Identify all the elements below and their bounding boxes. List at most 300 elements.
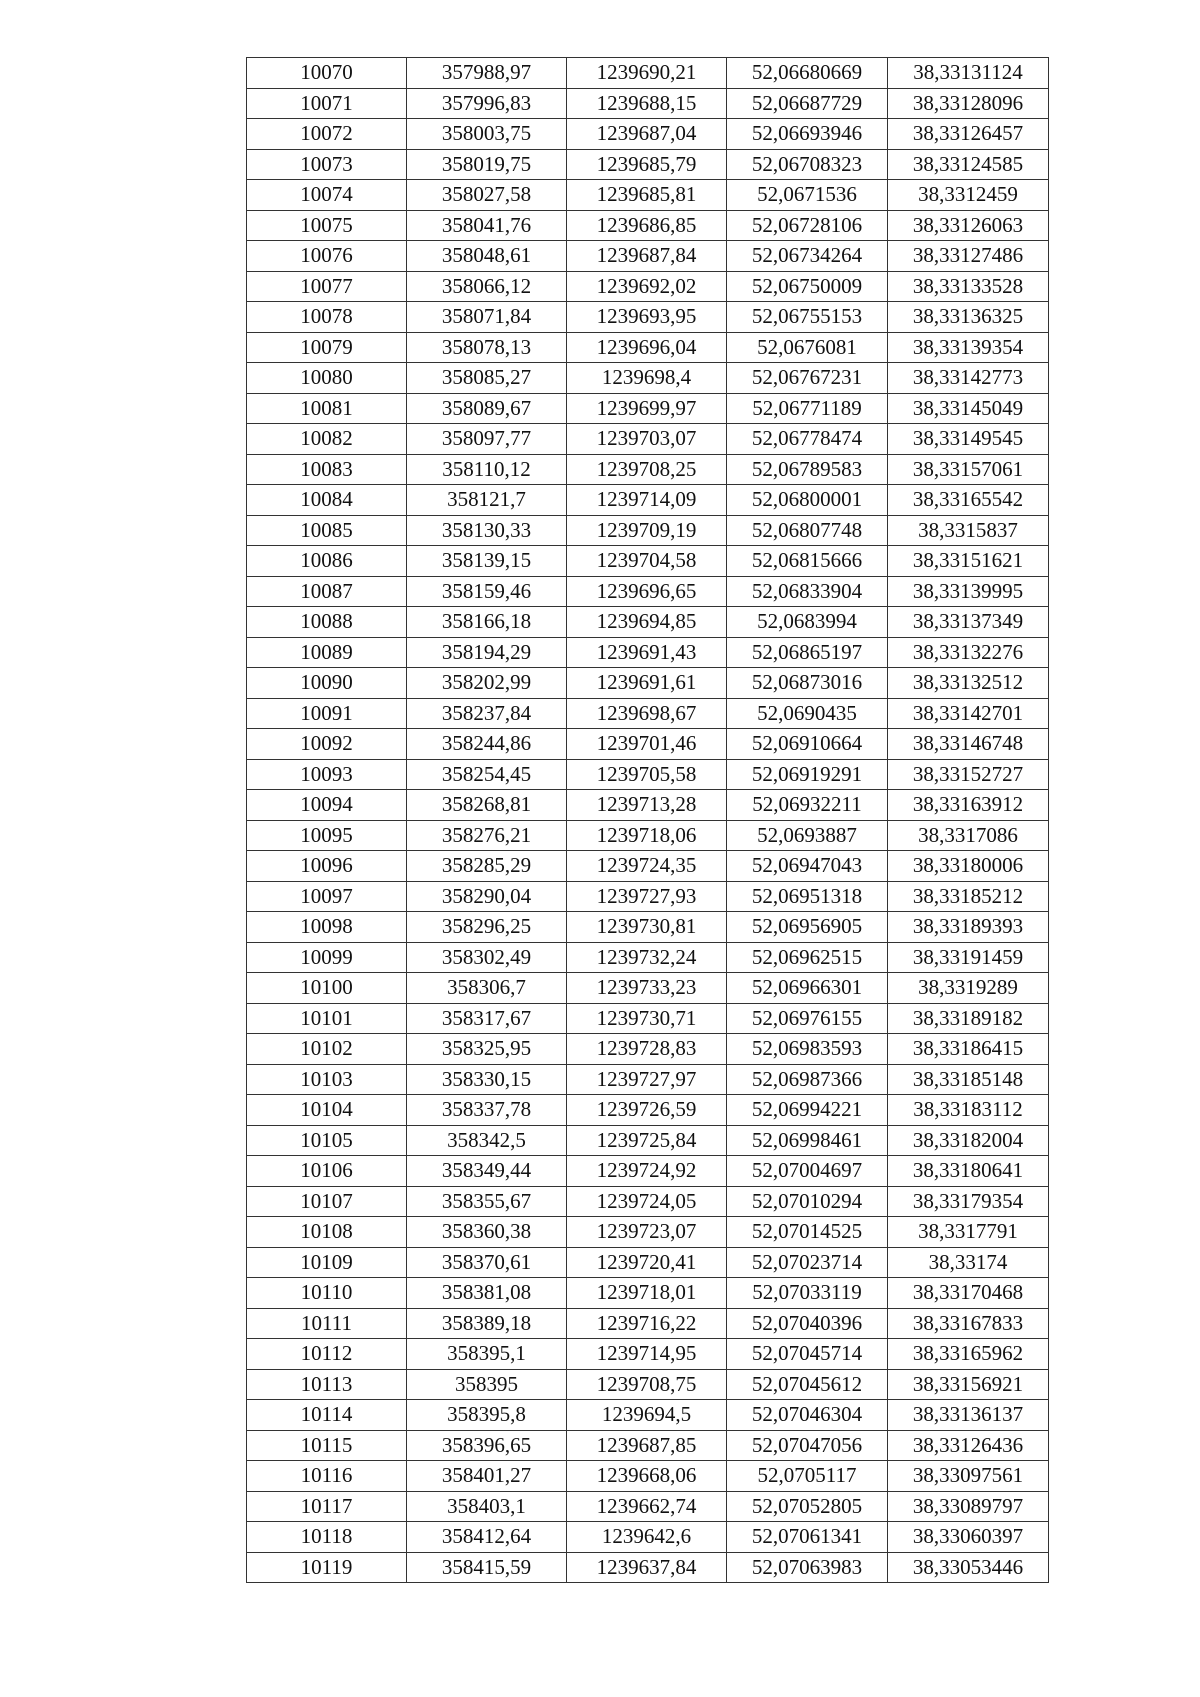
y-coordinate-cell: 1239691,61 (567, 668, 727, 699)
point-id-cell: 10114 (247, 1400, 407, 1431)
x-coordinate-cell: 358139,15 (407, 546, 567, 577)
x-coordinate-cell: 358194,29 (407, 637, 567, 668)
table-row (247, 241, 1049, 272)
x-coordinate-cell: 358041,76 (407, 210, 567, 241)
table-row (247, 973, 1049, 1004)
y-coordinate-cell: 1239718,06 (567, 820, 727, 851)
latitude-cell: 52,06983593 (727, 1034, 888, 1065)
longitude-cell: 38,33189182 (888, 1003, 1049, 1034)
table-row (247, 1461, 1049, 1492)
longitude-cell: 38,33128096 (888, 88, 1049, 119)
latitude-cell: 52,06778474 (727, 424, 888, 455)
latitude-cell: 52,06728106 (727, 210, 888, 241)
point-id-cell: 10115 (247, 1430, 407, 1461)
x-coordinate-cell: 358027,58 (407, 180, 567, 211)
point-id-cell: 10088 (247, 607, 407, 638)
latitude-cell: 52,06734264 (727, 241, 888, 272)
table-row (247, 1491, 1049, 1522)
latitude-cell: 52,0676081 (727, 332, 888, 363)
x-coordinate-cell: 358244,86 (407, 729, 567, 760)
x-coordinate-cell: 358290,04 (407, 881, 567, 912)
table-row (247, 820, 1049, 851)
latitude-cell: 52,06956905 (727, 912, 888, 943)
longitude-cell: 38,33163912 (888, 790, 1049, 821)
table-row (247, 790, 1049, 821)
point-id-cell: 10104 (247, 1095, 407, 1126)
table-row (247, 1339, 1049, 1370)
longitude-cell: 38,33185148 (888, 1064, 1049, 1095)
point-id-cell: 10098 (247, 912, 407, 943)
x-coordinate-cell: 358317,67 (407, 1003, 567, 1034)
point-id-cell: 10095 (247, 820, 407, 851)
point-id-cell: 10107 (247, 1186, 407, 1217)
y-coordinate-cell: 1239716,22 (567, 1308, 727, 1339)
y-coordinate-cell: 1239724,35 (567, 851, 727, 882)
table-row (247, 1400, 1049, 1431)
x-coordinate-cell: 358389,18 (407, 1308, 567, 1339)
latitude-cell: 52,06865197 (727, 637, 888, 668)
x-coordinate-cell: 358254,45 (407, 759, 567, 790)
latitude-cell: 52,06680669 (727, 58, 888, 89)
y-coordinate-cell: 1239728,83 (567, 1034, 727, 1065)
latitude-cell: 52,07045612 (727, 1369, 888, 1400)
y-coordinate-cell: 1239690,21 (567, 58, 727, 89)
x-coordinate-cell: 358355,67 (407, 1186, 567, 1217)
point-id-cell: 10102 (247, 1034, 407, 1065)
table-row (247, 424, 1049, 455)
latitude-cell: 52,06951318 (727, 881, 888, 912)
x-coordinate-cell: 358237,84 (407, 698, 567, 729)
longitude-cell: 38,33131124 (888, 58, 1049, 89)
point-id-cell: 10116 (247, 1461, 407, 1492)
point-id-cell: 10072 (247, 119, 407, 150)
point-id-cell: 10105 (247, 1125, 407, 1156)
x-coordinate-cell: 357988,97 (407, 58, 567, 89)
longitude-cell: 38,33142701 (888, 698, 1049, 729)
point-id-cell: 10117 (247, 1491, 407, 1522)
latitude-cell: 52,06987366 (727, 1064, 888, 1095)
x-coordinate-cell: 358285,29 (407, 851, 567, 882)
longitude-cell: 38,33127486 (888, 241, 1049, 272)
latitude-cell: 52,0671536 (727, 180, 888, 211)
latitude-cell: 52,06693946 (727, 119, 888, 150)
y-coordinate-cell: 1239668,06 (567, 1461, 727, 1492)
y-coordinate-cell: 1239708,25 (567, 454, 727, 485)
x-coordinate-cell: 358337,78 (407, 1095, 567, 1126)
point-id-cell: 10073 (247, 149, 407, 180)
point-id-cell: 10092 (247, 729, 407, 760)
latitude-cell: 52,07023714 (727, 1247, 888, 1278)
table-row (247, 1125, 1049, 1156)
latitude-cell: 52,07045714 (727, 1339, 888, 1370)
table-row (247, 1552, 1049, 1583)
table-row (247, 668, 1049, 699)
longitude-cell: 38,3315837 (888, 515, 1049, 546)
point-id-cell: 10108 (247, 1217, 407, 1248)
x-coordinate-cell: 358395,1 (407, 1339, 567, 1370)
longitude-cell: 38,33189393 (888, 912, 1049, 943)
point-id-cell: 10082 (247, 424, 407, 455)
latitude-cell: 52,06947043 (727, 851, 888, 882)
point-id-cell: 10112 (247, 1339, 407, 1370)
latitude-cell: 52,07004697 (727, 1156, 888, 1187)
longitude-cell: 38,3312459 (888, 180, 1049, 211)
latitude-cell: 52,06998461 (727, 1125, 888, 1156)
y-coordinate-cell: 1239693,95 (567, 302, 727, 333)
latitude-cell: 52,06994221 (727, 1095, 888, 1126)
latitude-cell: 52,06919291 (727, 759, 888, 790)
latitude-cell: 52,0705117 (727, 1461, 888, 1492)
latitude-cell: 52,06966301 (727, 973, 888, 1004)
x-coordinate-cell: 358003,75 (407, 119, 567, 150)
point-id-cell: 10080 (247, 363, 407, 394)
latitude-cell: 52,06771189 (727, 393, 888, 424)
y-coordinate-cell: 1239698,67 (567, 698, 727, 729)
longitude-cell: 38,3319289 (888, 973, 1049, 1004)
latitude-cell: 52,07047056 (727, 1430, 888, 1461)
latitude-cell: 52,06873016 (727, 668, 888, 699)
longitude-cell: 38,33089797 (888, 1491, 1049, 1522)
x-coordinate-cell: 358110,12 (407, 454, 567, 485)
point-id-cell: 10085 (247, 515, 407, 546)
table-row (247, 698, 1049, 729)
longitude-cell: 38,33126457 (888, 119, 1049, 150)
y-coordinate-cell: 1239685,81 (567, 180, 727, 211)
longitude-cell: 38,33167833 (888, 1308, 1049, 1339)
point-id-cell: 10101 (247, 1003, 407, 1034)
table-row (247, 454, 1049, 485)
y-coordinate-cell: 1239685,79 (567, 149, 727, 180)
x-coordinate-cell: 358159,46 (407, 576, 567, 607)
table-row (247, 759, 1049, 790)
latitude-cell: 52,07061341 (727, 1522, 888, 1553)
table-row (247, 1034, 1049, 1065)
longitude-cell: 38,33152727 (888, 759, 1049, 790)
x-coordinate-cell: 358097,77 (407, 424, 567, 455)
x-coordinate-cell: 358066,12 (407, 271, 567, 302)
longitude-cell: 38,33136325 (888, 302, 1049, 333)
table-row (247, 302, 1049, 333)
table-row (247, 637, 1049, 668)
y-coordinate-cell: 1239699,97 (567, 393, 727, 424)
latitude-cell: 52,06807748 (727, 515, 888, 546)
longitude-cell: 38,33186415 (888, 1034, 1049, 1065)
longitude-cell: 38,33053446 (888, 1552, 1049, 1583)
x-coordinate-cell: 358130,33 (407, 515, 567, 546)
y-coordinate-cell: 1239691,43 (567, 637, 727, 668)
point-id-cell: 10111 (247, 1308, 407, 1339)
point-id-cell: 10075 (247, 210, 407, 241)
y-coordinate-cell: 1239687,04 (567, 119, 727, 150)
table-row (247, 1003, 1049, 1034)
longitude-cell: 38,33137349 (888, 607, 1049, 638)
x-coordinate-cell: 358360,38 (407, 1217, 567, 1248)
latitude-cell: 52,06789583 (727, 454, 888, 485)
table-row (247, 942, 1049, 973)
longitude-cell: 38,33174 (888, 1247, 1049, 1278)
x-coordinate-cell: 358276,21 (407, 820, 567, 851)
point-id-cell: 10119 (247, 1552, 407, 1583)
latitude-cell: 52,06750009 (727, 271, 888, 302)
longitude-cell: 38,33136137 (888, 1400, 1049, 1431)
longitude-cell: 38,33146748 (888, 729, 1049, 760)
longitude-cell: 38,33133528 (888, 271, 1049, 302)
x-coordinate-cell: 358078,13 (407, 332, 567, 363)
table-row (247, 271, 1049, 302)
y-coordinate-cell: 1239698,4 (567, 363, 727, 394)
coordinates-table-body (247, 58, 1049, 1583)
y-coordinate-cell: 1239642,6 (567, 1522, 727, 1553)
point-id-cell: 10091 (247, 698, 407, 729)
longitude-cell: 38,33097561 (888, 1461, 1049, 1492)
y-coordinate-cell: 1239714,09 (567, 485, 727, 516)
table-row (247, 1369, 1049, 1400)
point-id-cell: 10076 (247, 241, 407, 272)
table-row (247, 393, 1049, 424)
x-coordinate-cell: 358019,75 (407, 149, 567, 180)
x-coordinate-cell: 358330,15 (407, 1064, 567, 1095)
longitude-cell: 38,33124585 (888, 149, 1049, 180)
latitude-cell: 52,07052805 (727, 1491, 888, 1522)
x-coordinate-cell: 358302,49 (407, 942, 567, 973)
longitude-cell: 38,33139995 (888, 576, 1049, 607)
y-coordinate-cell: 1239718,01 (567, 1278, 727, 1309)
point-id-cell: 10077 (247, 271, 407, 302)
point-id-cell: 10097 (247, 881, 407, 912)
y-coordinate-cell: 1239726,59 (567, 1095, 727, 1126)
x-coordinate-cell: 358401,27 (407, 1461, 567, 1492)
latitude-cell: 52,06800001 (727, 485, 888, 516)
table-row (247, 58, 1049, 89)
x-coordinate-cell: 358306,7 (407, 973, 567, 1004)
y-coordinate-cell: 1239703,07 (567, 424, 727, 455)
latitude-cell: 52,07063983 (727, 1552, 888, 1583)
longitude-cell: 38,33156921 (888, 1369, 1049, 1400)
x-coordinate-cell: 358403,1 (407, 1491, 567, 1522)
y-coordinate-cell: 1239694,5 (567, 1400, 727, 1431)
x-coordinate-cell: 358395,8 (407, 1400, 567, 1431)
point-id-cell: 10103 (247, 1064, 407, 1095)
point-id-cell: 10074 (247, 180, 407, 211)
table-row (247, 149, 1049, 180)
x-coordinate-cell: 358296,25 (407, 912, 567, 943)
table-row (247, 1095, 1049, 1126)
point-id-cell: 10110 (247, 1278, 407, 1309)
y-coordinate-cell: 1239696,04 (567, 332, 727, 363)
latitude-cell: 52,06708323 (727, 149, 888, 180)
table-row (247, 912, 1049, 943)
latitude-cell: 52,07046304 (727, 1400, 888, 1431)
x-coordinate-cell: 358202,99 (407, 668, 567, 699)
latitude-cell: 52,0683994 (727, 607, 888, 638)
x-coordinate-cell: 358166,18 (407, 607, 567, 638)
y-coordinate-cell: 1239730,81 (567, 912, 727, 943)
x-coordinate-cell: 358048,61 (407, 241, 567, 272)
y-coordinate-cell: 1239687,84 (567, 241, 727, 272)
latitude-cell: 52,07014525 (727, 1217, 888, 1248)
longitude-cell: 38,33142773 (888, 363, 1049, 394)
longitude-cell: 38,33185212 (888, 881, 1049, 912)
table-row (247, 607, 1049, 638)
longitude-cell: 38,33126436 (888, 1430, 1049, 1461)
y-coordinate-cell: 1239709,19 (567, 515, 727, 546)
longitude-cell: 38,33180641 (888, 1156, 1049, 1187)
table-row (247, 576, 1049, 607)
table-row (247, 485, 1049, 516)
y-coordinate-cell: 1239727,93 (567, 881, 727, 912)
point-id-cell: 10118 (247, 1522, 407, 1553)
y-coordinate-cell: 1239723,07 (567, 1217, 727, 1248)
table-row (247, 729, 1049, 760)
point-id-cell: 10086 (247, 546, 407, 577)
longitude-cell: 38,33157061 (888, 454, 1049, 485)
point-id-cell: 10093 (247, 759, 407, 790)
x-coordinate-cell: 358395 (407, 1369, 567, 1400)
point-id-cell: 10096 (247, 851, 407, 882)
latitude-cell: 52,0690435 (727, 698, 888, 729)
point-id-cell: 10071 (247, 88, 407, 119)
table-row (247, 1430, 1049, 1461)
longitude-cell: 38,33060397 (888, 1522, 1049, 1553)
longitude-cell: 38,33165542 (888, 485, 1049, 516)
point-id-cell: 10106 (247, 1156, 407, 1187)
longitude-cell: 38,33191459 (888, 942, 1049, 973)
x-coordinate-cell: 358121,7 (407, 485, 567, 516)
longitude-cell: 38,33126063 (888, 210, 1049, 241)
y-coordinate-cell: 1239714,95 (567, 1339, 727, 1370)
x-coordinate-cell: 358396,65 (407, 1430, 567, 1461)
x-coordinate-cell: 358085,27 (407, 363, 567, 394)
point-id-cell: 10100 (247, 973, 407, 1004)
point-id-cell: 10079 (247, 332, 407, 363)
point-id-cell: 10070 (247, 58, 407, 89)
point-id-cell: 10078 (247, 302, 407, 333)
point-id-cell: 10094 (247, 790, 407, 821)
latitude-cell: 52,06833904 (727, 576, 888, 607)
x-coordinate-cell: 357996,83 (407, 88, 567, 119)
y-coordinate-cell: 1239724,05 (567, 1186, 727, 1217)
y-coordinate-cell: 1239705,58 (567, 759, 727, 790)
longitude-cell: 38,33165962 (888, 1339, 1049, 1370)
table-row (247, 88, 1049, 119)
y-coordinate-cell: 1239708,75 (567, 1369, 727, 1400)
table-row (247, 1278, 1049, 1309)
point-id-cell: 10109 (247, 1247, 407, 1278)
latitude-cell: 52,06687729 (727, 88, 888, 119)
point-id-cell: 10087 (247, 576, 407, 607)
y-coordinate-cell: 1239727,97 (567, 1064, 727, 1095)
y-coordinate-cell: 1239704,58 (567, 546, 727, 577)
table-row (247, 119, 1049, 150)
x-coordinate-cell: 358071,84 (407, 302, 567, 333)
y-coordinate-cell: 1239637,84 (567, 1552, 727, 1583)
coordinates-table (246, 57, 1049, 1583)
table-row (247, 1522, 1049, 1553)
latitude-cell: 52,06755153 (727, 302, 888, 333)
table-row (247, 1308, 1049, 1339)
table-row (247, 1217, 1049, 1248)
longitude-cell: 38,33182004 (888, 1125, 1049, 1156)
latitude-cell: 52,06932211 (727, 790, 888, 821)
x-coordinate-cell: 358342,5 (407, 1125, 567, 1156)
y-coordinate-cell: 1239730,71 (567, 1003, 727, 1034)
y-coordinate-cell: 1239694,85 (567, 607, 727, 638)
y-coordinate-cell: 1239724,92 (567, 1156, 727, 1187)
x-coordinate-cell: 358268,81 (407, 790, 567, 821)
point-id-cell: 10090 (247, 668, 407, 699)
y-coordinate-cell: 1239686,85 (567, 210, 727, 241)
x-coordinate-cell: 358381,08 (407, 1278, 567, 1309)
point-id-cell: 10099 (247, 942, 407, 973)
latitude-cell: 52,0693887 (727, 820, 888, 851)
latitude-cell: 52,07040396 (727, 1308, 888, 1339)
longitude-cell: 38,33179354 (888, 1186, 1049, 1217)
x-coordinate-cell: 358325,95 (407, 1034, 567, 1065)
y-coordinate-cell: 1239701,46 (567, 729, 727, 760)
latitude-cell: 52,06767231 (727, 363, 888, 394)
x-coordinate-cell: 358370,61 (407, 1247, 567, 1278)
longitude-cell: 38,33151621 (888, 546, 1049, 577)
longitude-cell: 38,33145049 (888, 393, 1049, 424)
longitude-cell: 38,3317791 (888, 1217, 1049, 1248)
table-row (247, 180, 1049, 211)
x-coordinate-cell: 358415,59 (407, 1552, 567, 1583)
point-id-cell: 10081 (247, 393, 407, 424)
latitude-cell: 52,06815666 (727, 546, 888, 577)
latitude-cell: 52,07033119 (727, 1278, 888, 1309)
table-row (247, 1156, 1049, 1187)
table-row (247, 1247, 1049, 1278)
table-row (247, 546, 1049, 577)
longitude-cell: 38,33149545 (888, 424, 1049, 455)
table-row (247, 515, 1049, 546)
y-coordinate-cell: 1239720,41 (567, 1247, 727, 1278)
latitude-cell: 52,07010294 (727, 1186, 888, 1217)
x-coordinate-cell: 358089,67 (407, 393, 567, 424)
longitude-cell: 38,33170468 (888, 1278, 1049, 1309)
y-coordinate-cell: 1239692,02 (567, 271, 727, 302)
table-row (247, 1064, 1049, 1095)
y-coordinate-cell: 1239688,15 (567, 88, 727, 119)
latitude-cell: 52,06910664 (727, 729, 888, 760)
longitude-cell: 38,33132276 (888, 637, 1049, 668)
x-coordinate-cell: 358349,44 (407, 1156, 567, 1187)
point-id-cell: 10083 (247, 454, 407, 485)
y-coordinate-cell: 1239733,23 (567, 973, 727, 1004)
longitude-cell: 38,33180006 (888, 851, 1049, 882)
point-id-cell: 10089 (247, 637, 407, 668)
point-id-cell: 10084 (247, 485, 407, 516)
table-row (247, 1186, 1049, 1217)
latitude-cell: 52,06962515 (727, 942, 888, 973)
table-row (247, 881, 1049, 912)
y-coordinate-cell: 1239732,24 (567, 942, 727, 973)
latitude-cell: 52,06976155 (727, 1003, 888, 1034)
table-row (247, 332, 1049, 363)
longitude-cell: 38,33139354 (888, 332, 1049, 363)
longitude-cell: 38,33132512 (888, 668, 1049, 699)
table-row (247, 210, 1049, 241)
y-coordinate-cell: 1239713,28 (567, 790, 727, 821)
y-coordinate-cell: 1239662,74 (567, 1491, 727, 1522)
y-coordinate-cell: 1239696,65 (567, 576, 727, 607)
x-coordinate-cell: 358412,64 (407, 1522, 567, 1553)
longitude-cell: 38,33183112 (888, 1095, 1049, 1126)
table-row (247, 363, 1049, 394)
longitude-cell: 38,3317086 (888, 820, 1049, 851)
y-coordinate-cell: 1239687,85 (567, 1430, 727, 1461)
y-coordinate-cell: 1239725,84 (567, 1125, 727, 1156)
